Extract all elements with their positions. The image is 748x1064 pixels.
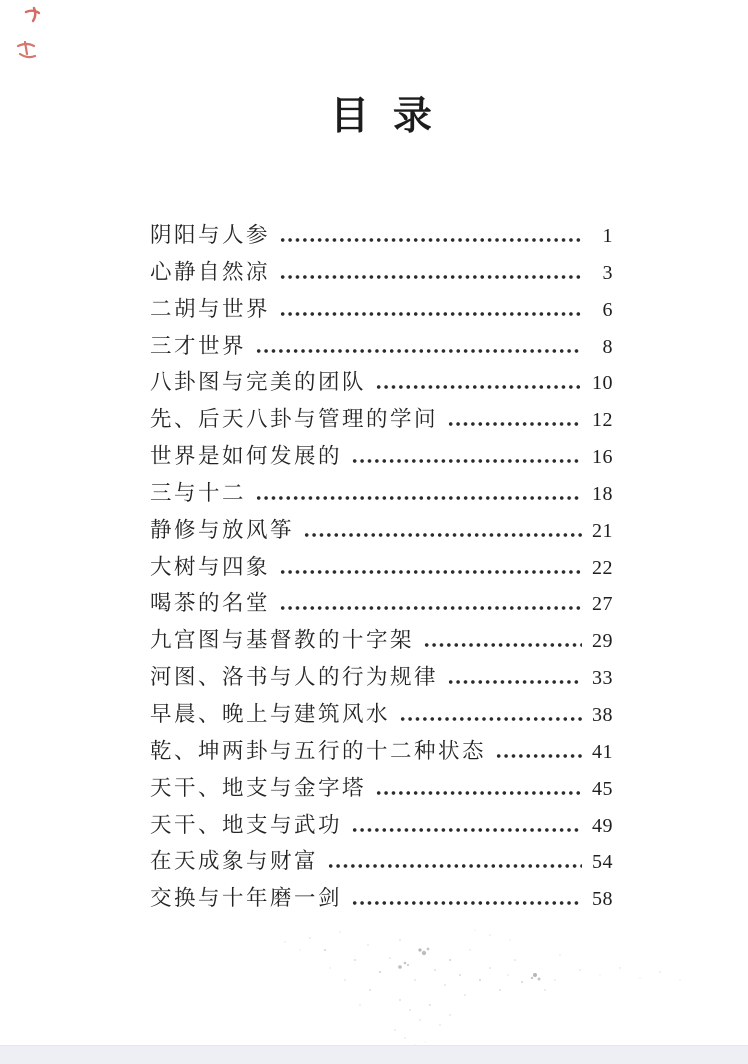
toc-entry [150, 475, 613, 512]
entry-title: 二胡与世界 [150, 296, 271, 321]
entry-page-number: 21 [592, 519, 613, 542]
entry-page-number: 6 [602, 298, 613, 321]
dot-leader [351, 459, 582, 463]
dot-leader [303, 533, 582, 537]
dot-leader [447, 422, 582, 426]
toc-list [150, 217, 613, 917]
entry-page-number: 45 [592, 777, 613, 800]
dot-leader [447, 680, 582, 684]
entry-title: 阴阳与人参 [150, 223, 271, 247]
entry-title: 天干、地支与武功 [150, 812, 343, 837]
dot-leader [399, 717, 582, 721]
entry-title: 静修与放风筝 [150, 517, 295, 542]
entry-title: 八卦图与完美的团队 [150, 370, 367, 395]
entry-title: 三才世界 [150, 333, 247, 358]
dot-leader [279, 606, 582, 610]
dot-leader [255, 349, 582, 353]
entry-page-number: 3 [602, 261, 613, 284]
entry-title: 世界是如何发展的 [150, 444, 343, 469]
entry-title: 河图、洛书与人的行为规律 [150, 665, 439, 690]
bottom-bar [0, 1045, 748, 1064]
dot-leader [279, 312, 582, 316]
entry-page-number: 58 [592, 888, 613, 911]
entry-page-number: 12 [592, 409, 613, 432]
dot-leader [495, 754, 582, 758]
toc-entry [150, 696, 613, 733]
entry-title: 交换与十年磨一剑 [150, 886, 343, 911]
entry-title: 喝茶的名堂 [150, 591, 271, 616]
entry-page-number: 8 [602, 335, 613, 358]
toc-entry [150, 843, 613, 880]
entry-page-number: 16 [592, 446, 613, 469]
dot-leader [255, 496, 582, 500]
entry-page-number: 41 [592, 740, 613, 763]
toc-entry [150, 328, 613, 365]
toc-entry [150, 438, 613, 475]
dot-leader [375, 385, 582, 389]
toc-entry [150, 364, 613, 401]
toc-entry [150, 291, 613, 328]
entry-page-number: 1 [602, 225, 613, 247]
entry-page-number: 22 [592, 556, 613, 579]
entry-title: 乾、坤两卦与五行的十二种状态 [150, 738, 487, 763]
toc-entry [150, 880, 613, 917]
toc-entry [150, 549, 613, 586]
entry-title: 早晨、晚上与建筑风水 [150, 701, 391, 726]
dot-leader [351, 828, 582, 832]
dot-leader [423, 643, 582, 647]
entry-title: 天干、地支与金字塔 [150, 775, 367, 800]
entry-title: 大树与四象 [150, 554, 271, 579]
toc-entry [150, 733, 613, 770]
entry-page-number: 33 [592, 667, 613, 690]
entry-title: 先、后天八卦与管理的学问 [150, 407, 439, 432]
entry-page-number: 49 [592, 814, 613, 837]
entry-page-number: 18 [592, 482, 613, 505]
dot-leader [375, 791, 582, 795]
toc-entry [150, 401, 613, 438]
entry-page-number: 10 [592, 372, 613, 395]
entry-page-number: 27 [592, 593, 613, 616]
dot-leader [279, 238, 582, 242]
toc-entry [150, 807, 613, 844]
toc-entry [150, 770, 613, 807]
toc-entry [150, 512, 613, 549]
toc-entry [150, 659, 613, 696]
dot-leader [351, 901, 582, 905]
toc-entry [150, 254, 613, 291]
toc-entry [150, 217, 613, 254]
toc-entry [150, 585, 613, 622]
toc-entry [150, 622, 613, 659]
dot-leader [327, 864, 582, 868]
entry-page-number: 29 [592, 630, 613, 653]
page-title: 目 录 [330, 95, 433, 138]
entry-title: 九宫图与基督教的十字架 [150, 628, 415, 653]
scan-noise [250, 920, 720, 1050]
entry-page-number: 38 [592, 703, 613, 726]
entry-title: 在天成象与财富 [150, 849, 319, 874]
dot-leader [279, 275, 582, 279]
dot-leader [279, 570, 582, 574]
red-pen-marks [10, 2, 70, 72]
entry-title: 三与十二 [150, 480, 247, 505]
entry-page-number: 54 [592, 851, 613, 874]
entry-title: 心静自然凉 [150, 259, 271, 284]
